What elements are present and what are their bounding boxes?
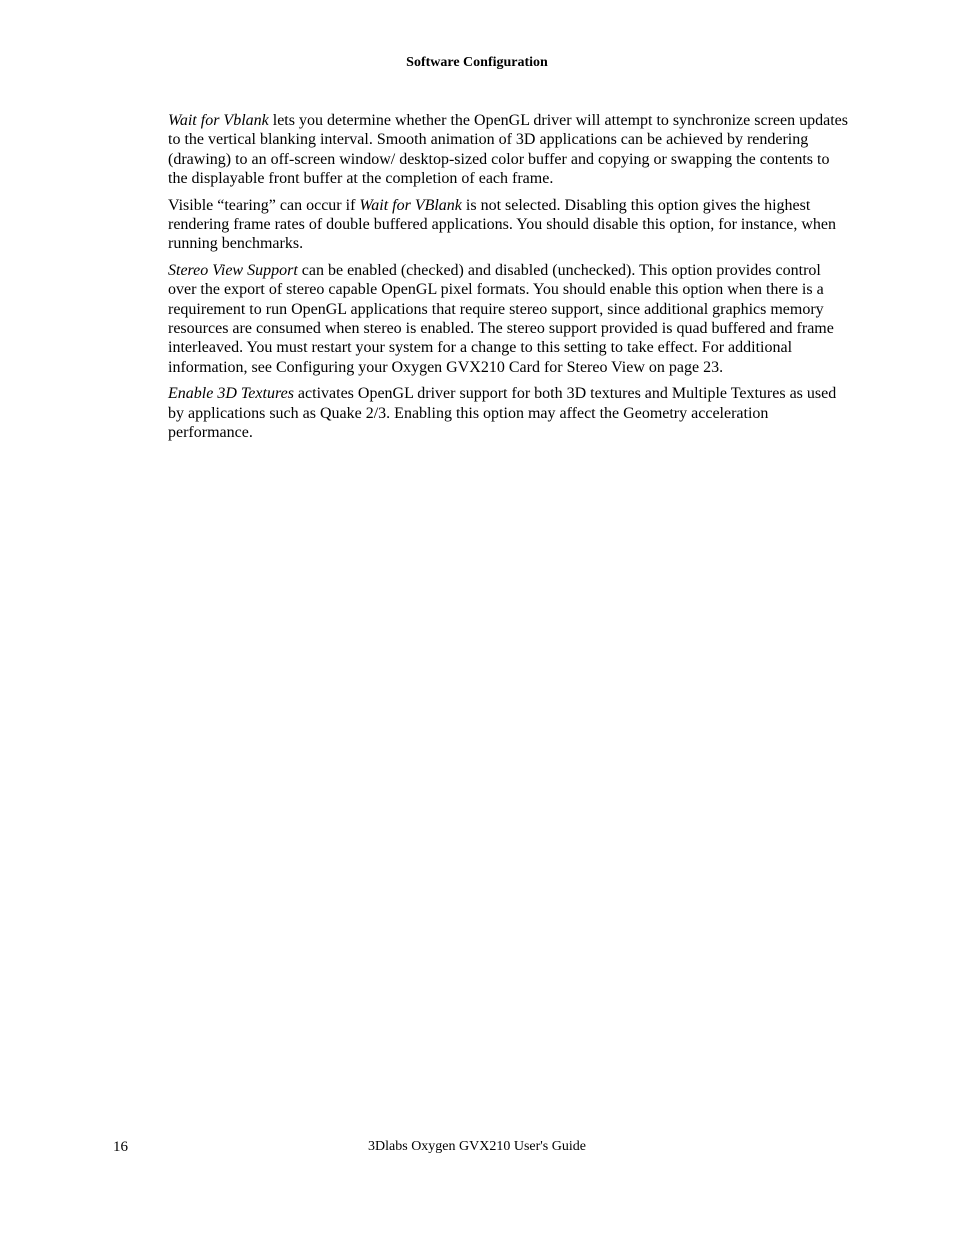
paragraph-tearing <box>168 196 848 254</box>
body-text <box>168 111 848 450</box>
footer-document-title: 3Dlabs Oxygen GVX210 User's Guide <box>368 1139 586 1154</box>
paragraph-text-pre: Visible “tearing” can occur if <box>168 196 360 214</box>
term-wait-for-vblank: Wait for Vblank <box>168 112 269 129</box>
paragraph-text: activates OpenGL driver support for both 3D textures and Multiple Textures as used by applications such as Quake 2/3. Enabling this option may affect the Geometry acceleration performance. <box>168 385 837 442</box>
term-enable-3d-textures: Enable 3D Textures <box>168 385 294 403</box>
paragraph-text: can be enabled (checked) and disabled (unchecked). This option provides control over the export of stereo capable OpenGL pixel formats. You should enable this option when there is a requirement to run OpenGL applications that require stereo support, since additional graphics memory resources are consumed when stereo is enabled. The stereo support provided is quad buffered and frame interleaved. You must restart your system for a change to this setting to take effect. For additional information, see Configuring your Oxygen GVX210 Card for Stereo View on page 23. <box>168 261 834 376</box>
term-wait-for-vblank-ref: Wait for VBlank <box>359 196 462 214</box>
paragraph-text-post: is not selected. Disabling this option gives the highest rendering frame rates of double buffered applications. You should disable this option, for instance, when running benchmarks. <box>168 196 836 253</box>
paragraph-wait-for-vblank <box>168 111 848 189</box>
page-number: 16 <box>113 1139 128 1155</box>
running-header: Software Configuration <box>406 55 548 70</box>
paragraph-stereo-view-support <box>168 261 848 377</box>
term-stereo-view-support: Stereo View Support <box>168 261 298 279</box>
paragraph-text: lets you determine whether the OpenGL driver will attempt to synchronize screen updates to the vertical blanking interval. Smooth animation of 3D applications can be achieved by rendering (drawing) to an off-screen window/ desktop-sized color buffer and copying or swapping the contents to the displayable front buffer at the completion of each frame. <box>168 112 848 188</box>
paragraph-enable-3d-textures <box>168 384 848 442</box>
